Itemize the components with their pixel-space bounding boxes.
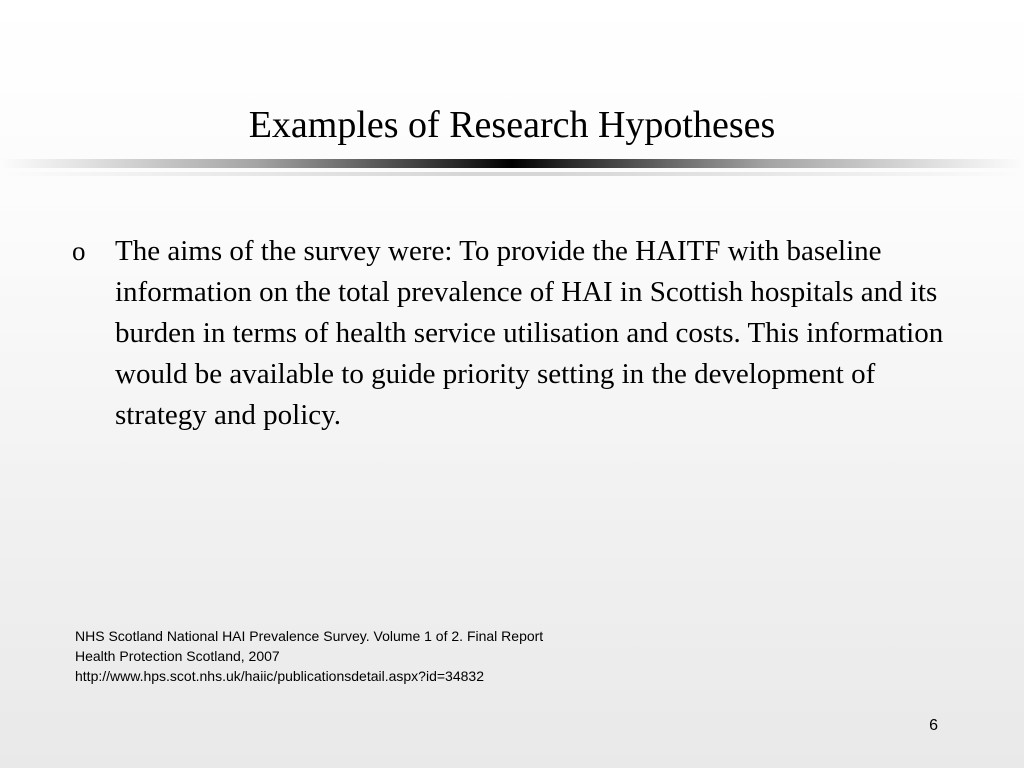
title-divider — [0, 159, 1024, 168]
title-divider-shadow — [0, 172, 1024, 176]
bullet-text: The aims of the survey were: To provide the HAITF with baseline information on the total prevalence of HAI in Scottish hospitals and its burden in terms of health service utilisation and costs. This information would be available to guide priority setting in the development of strategy and policy. — [115, 235, 944, 431]
bullet-item — [72, 231, 952, 436]
bullet-marker: o — [72, 236, 86, 266]
slide-title: Examples of Research Hypotheses — [248, 104, 776, 146]
reference-url[interactable]: http://www.hps.scot.nhs.uk/haiic/publicationsdetail.aspx?id=34832 — [75, 668, 484, 684]
reference-title: NHS Scotland National HAI Prevalence Survey. Volume 1 of 2. Final Report — [75, 628, 544, 644]
bullet-list — [72, 231, 952, 436]
reference-publisher: Health Protection Scotland, 2007 — [75, 648, 280, 664]
reference-citation — [75, 626, 543, 686]
slide-number: 6 — [929, 717, 938, 734]
